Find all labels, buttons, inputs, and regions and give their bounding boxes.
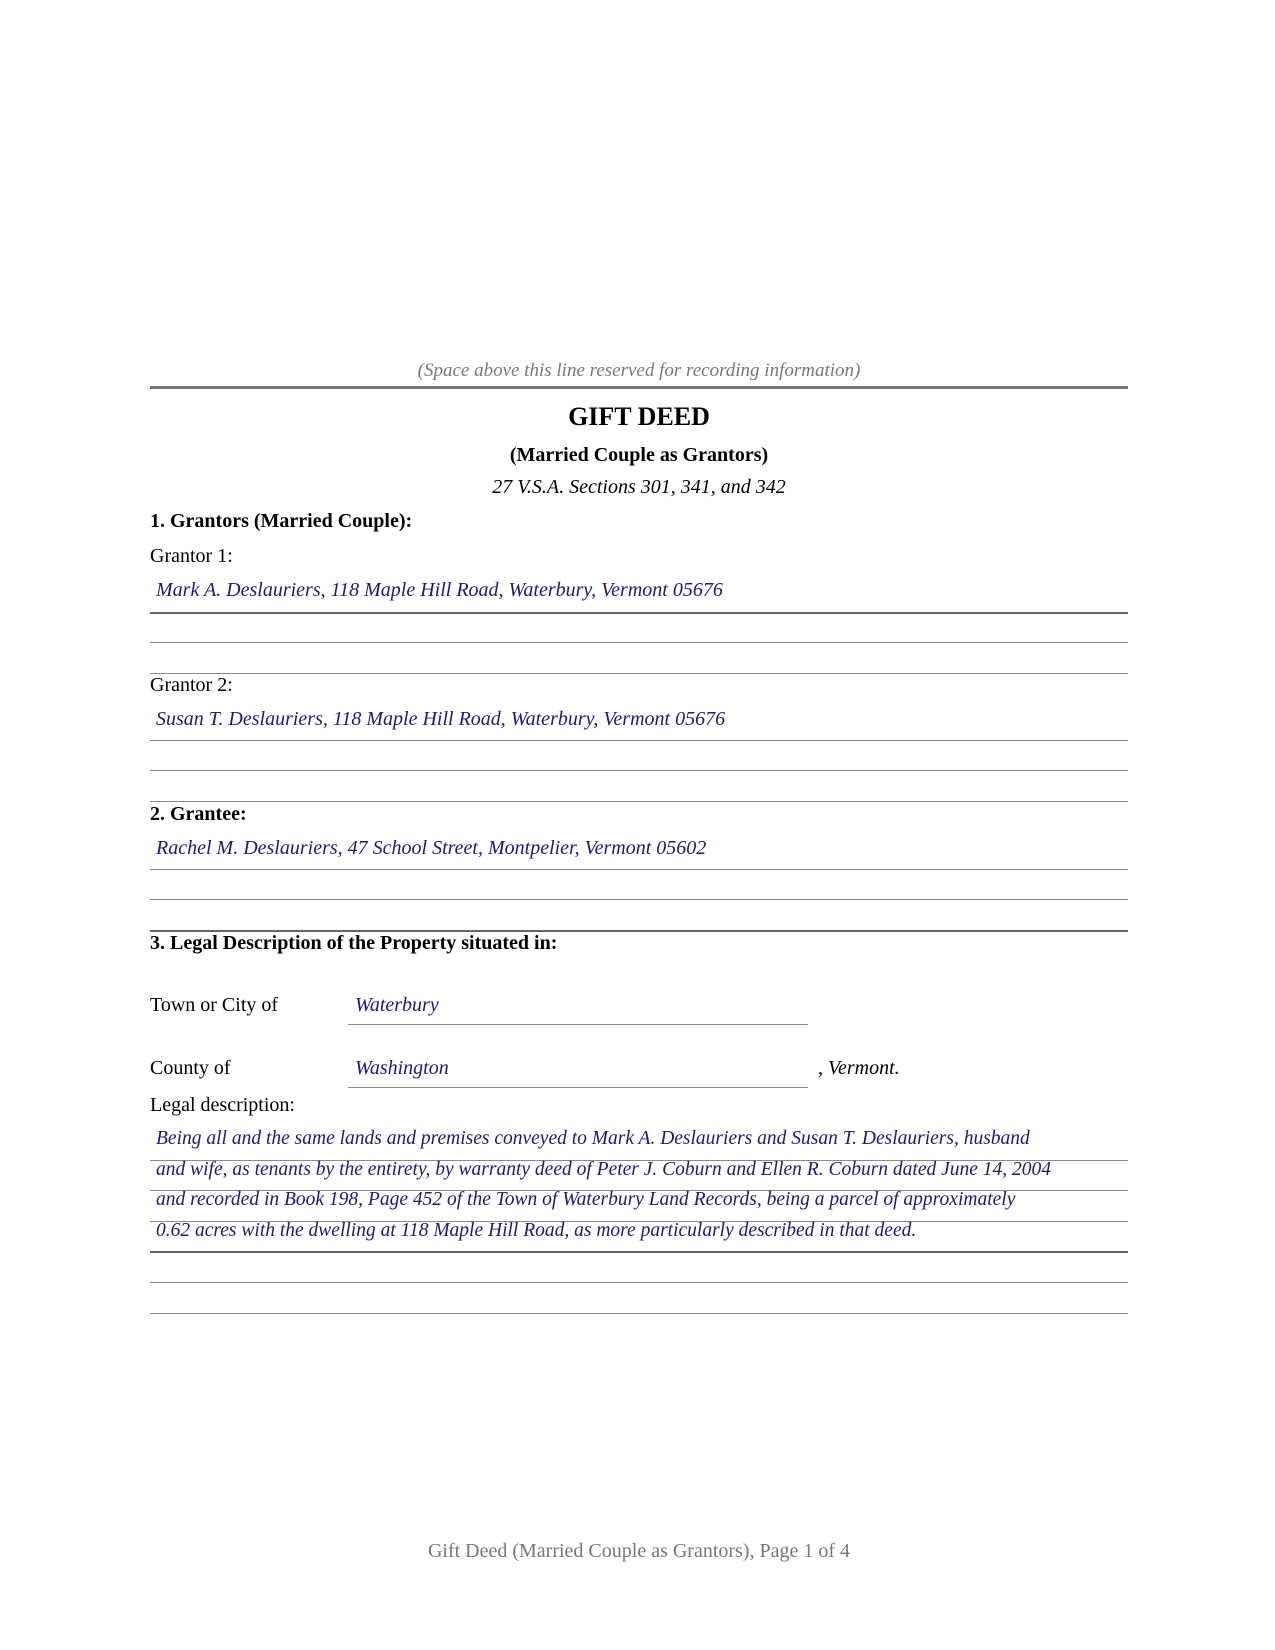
legal-description-line[interactable]: Being all and the same lands and premises conveyed to Mark A. Deslauriers and Susan T. Deslauriers, husband	[156, 1128, 1030, 1149]
grantee-field[interactable]: Rachel M. Deslauriers, 47 School Street, Montpelier, Vermont 05602	[156, 837, 707, 859]
legal-description-line[interactable]: and wife, as tenants by the entirety, by warranty deed of Peter J. Coburn and Ellen R. Coburn dated June 14, 2004	[156, 1159, 1052, 1180]
town-field-rule	[348, 1024, 808, 1025]
grantor-2-blank-line[interactable]	[150, 770, 1128, 771]
page-footer: Gift Deed (Married Couple as Grantors), Page 1 of 4	[427, 1540, 851, 1562]
grantor-1-blank-line[interactable]	[150, 673, 1128, 674]
deed-page	[150, 0, 1128, 1650]
grantor-1-rule	[150, 612, 1128, 614]
legal-description-rule	[150, 1251, 1128, 1253]
section-3-heading: 3. Legal Description of the Property situated in:	[150, 932, 558, 954]
recording-reserved-note: (Space above this line reserved for recording information)	[417, 360, 861, 381]
grantor-2-field[interactable]: Susan T. Deslauriers, 118 Maple Hill Road, Waterbury, Vermont 05676	[156, 708, 726, 730]
grantor-2-blank-line[interactable]	[150, 801, 1128, 802]
grantor-2-label: Grantor 2:	[150, 674, 233, 696]
town-field[interactable]: Waterbury	[355, 994, 439, 1016]
grantor-1-label: Grantor 1:	[150, 545, 233, 567]
recording-reserved-rule	[150, 386, 1128, 389]
legal-description-blank-line[interactable]	[150, 1313, 1128, 1314]
town-label: Town or City of	[150, 994, 279, 1016]
legal-description-line[interactable]: and recorded in Book 198, Page 452 of the Town of Waterbury Land Records, being a parcel of approximately	[156, 1189, 1016, 1210]
grantor-1-blank-line[interactable]	[150, 642, 1128, 643]
section-2-heading: 2. Grantee:	[150, 803, 247, 825]
document-title: GIFT DEED	[568, 402, 710, 431]
statute-reference: 27 V.S.A. Sections 301, 341, and 342	[492, 476, 786, 498]
grantee-blank-line[interactable]	[150, 899, 1128, 900]
section-1-heading: 1. Grantors (Married Couple):	[150, 510, 413, 532]
state-suffix: , Vermont.	[818, 1057, 900, 1079]
county-field-rule	[348, 1087, 808, 1088]
grantee-rule	[150, 869, 1128, 870]
legal-description-label: Legal description:	[150, 1094, 295, 1116]
county-field[interactable]: Washington	[355, 1057, 449, 1079]
document-subtitle: (Married Couple as Grantors)	[509, 444, 769, 466]
grantor-1-field[interactable]: Mark A. Deslauriers, 118 Maple Hill Road, Waterbury, Vermont 05676	[156, 579, 723, 601]
legal-description-line[interactable]: 0.62 acres with the dwelling at 118 Maple Hill Road, as more particularly described in that deed.	[156, 1220, 917, 1241]
grantor-2-rule	[150, 740, 1128, 741]
legal-description-blank-line[interactable]	[150, 1282, 1128, 1283]
county-label: County of	[150, 1057, 231, 1079]
